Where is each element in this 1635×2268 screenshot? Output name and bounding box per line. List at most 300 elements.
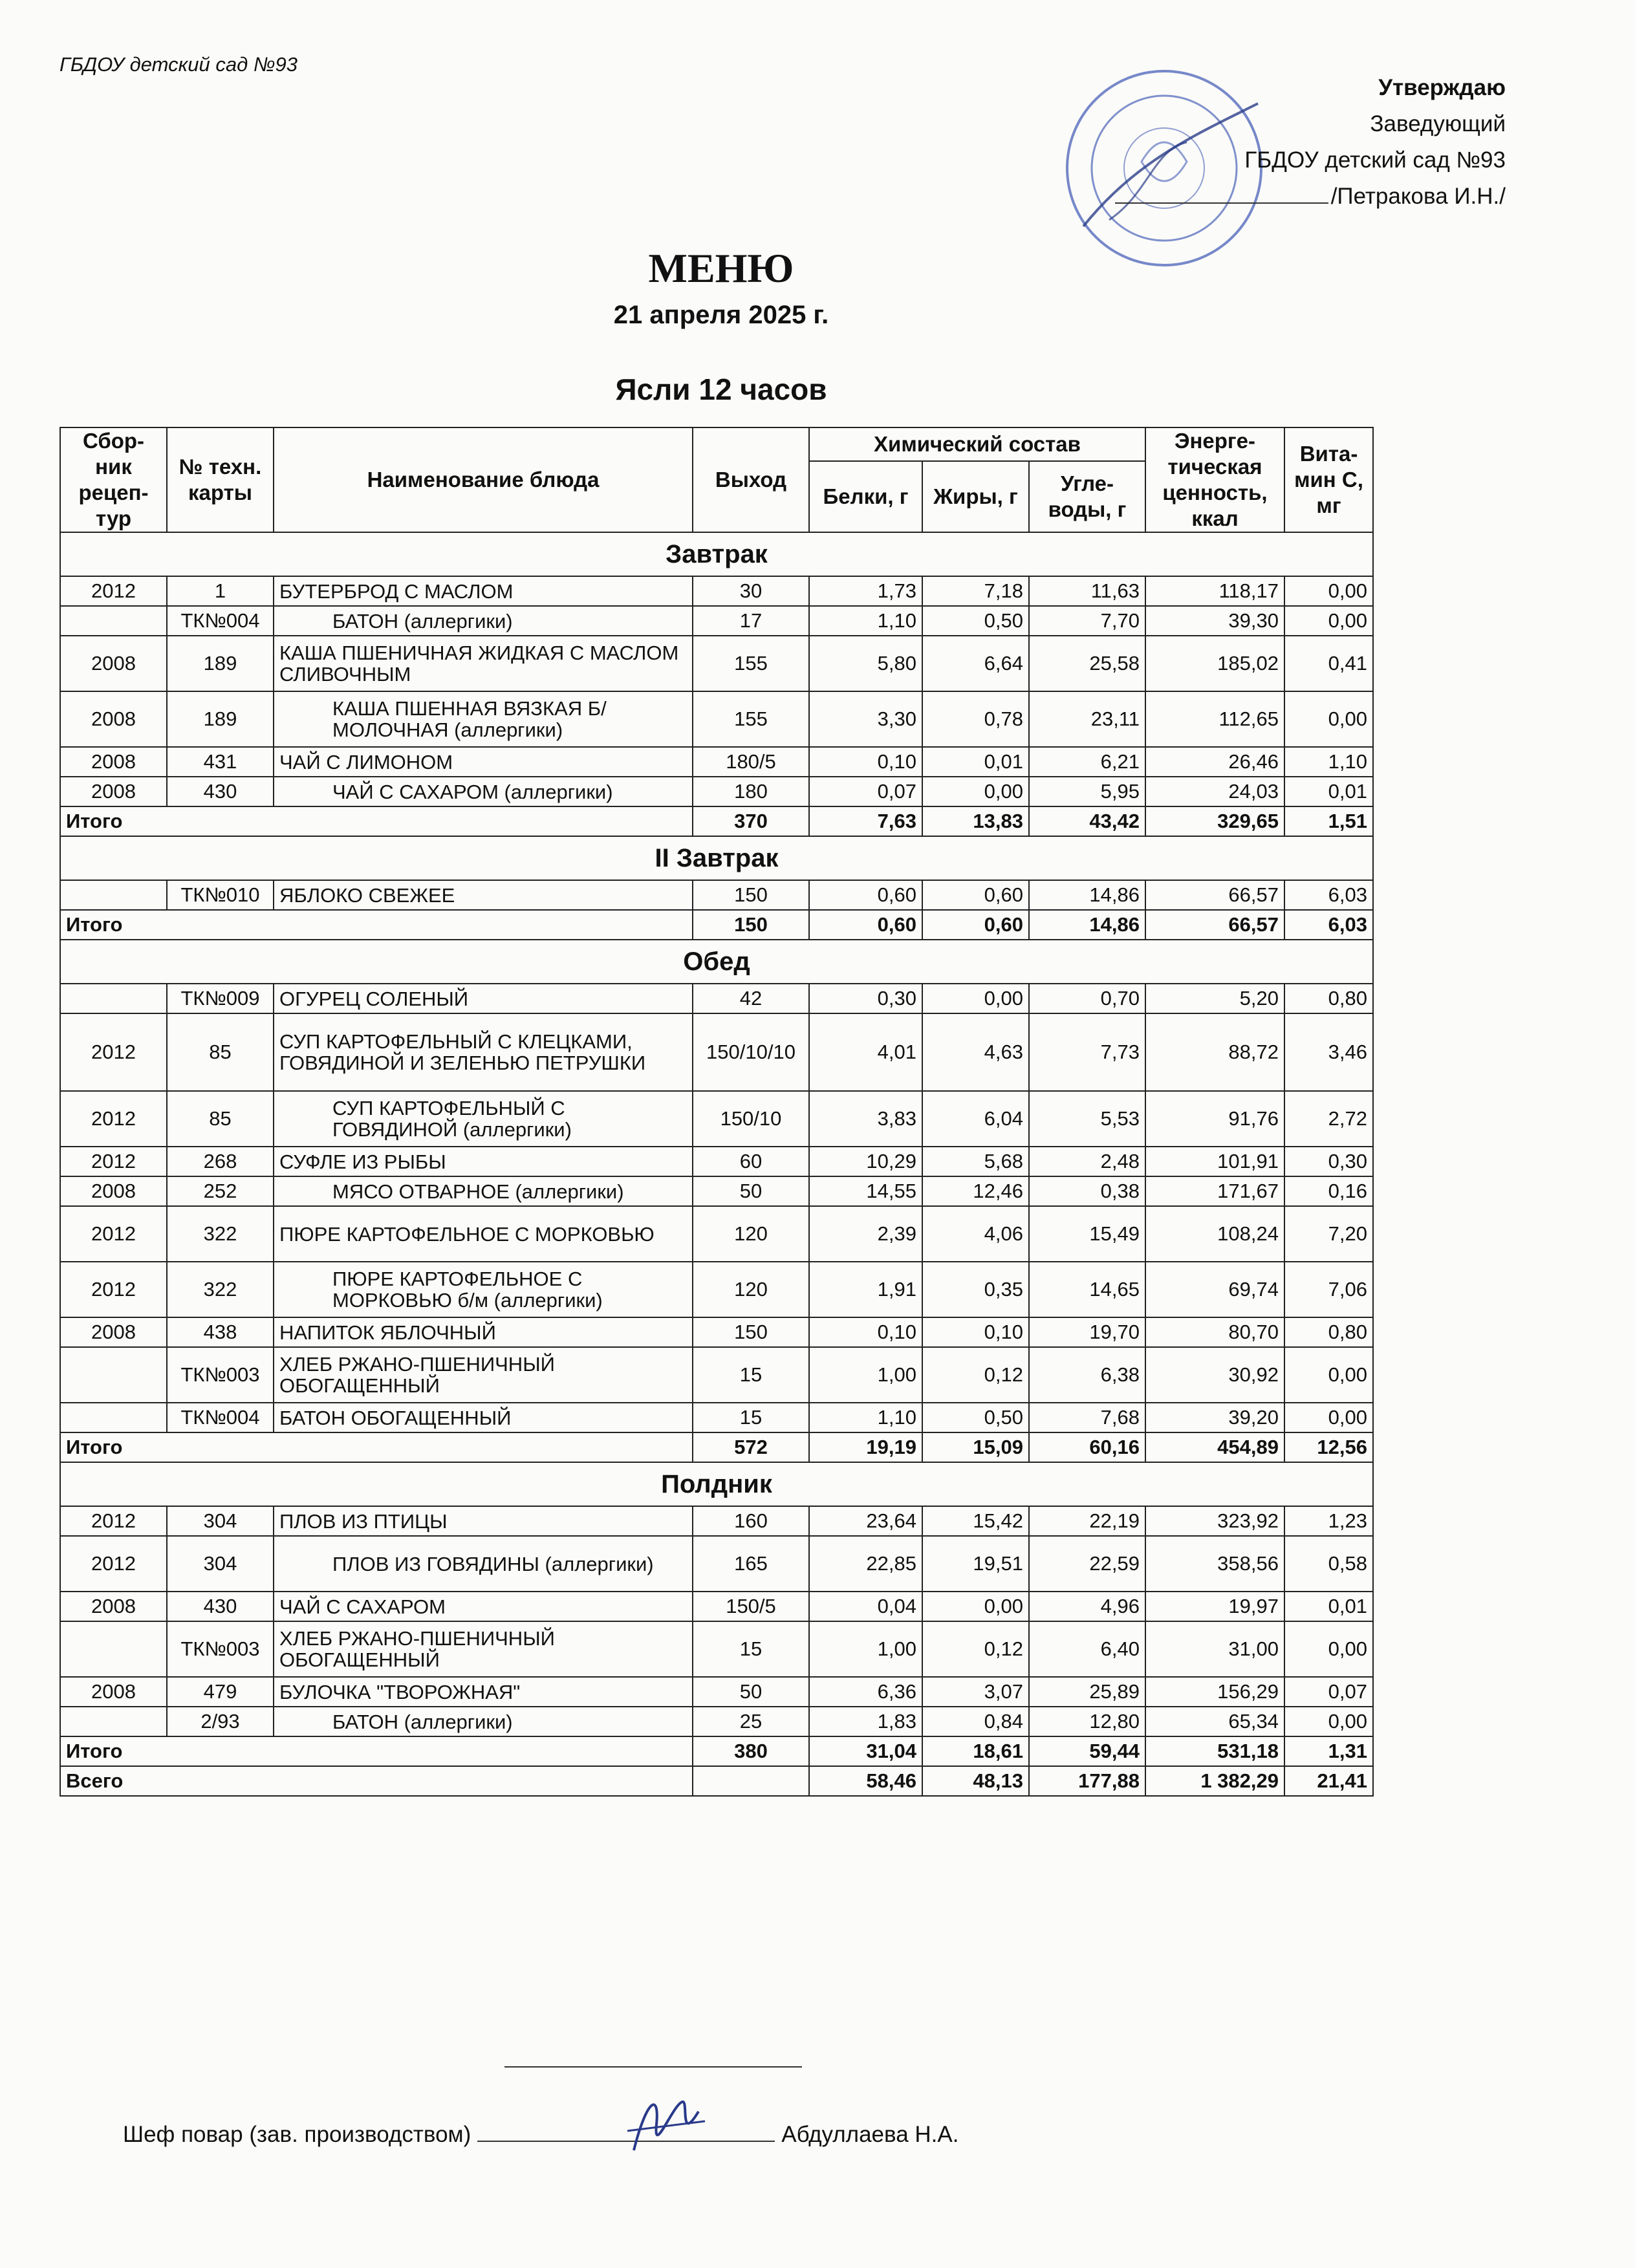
carbs-cell: 0,38 [1029, 1176, 1145, 1206]
tech-card-cell: 430 [167, 777, 274, 806]
fat-cell: 0,00 [922, 984, 1029, 1013]
table-row [60, 1592, 1373, 1621]
tech-card-cell: ТК№003 [167, 1621, 274, 1677]
carbs-cell: 25,89 [1029, 1677, 1145, 1707]
dish-name-cell: НАПИТОК ЯБЛОЧНЫЙ [274, 1317, 693, 1347]
output-cell: 120 [693, 1262, 809, 1317]
protein-cell: 0,60 [809, 880, 922, 910]
chef-name: Абдуллаева Н.А. [781, 2122, 959, 2147]
vitamin-c-cell: 0,00 [1284, 1403, 1373, 1432]
fat-cell: 4,06 [922, 1206, 1029, 1262]
output-cell: 50 [693, 1176, 809, 1206]
menu-title: МЕНЮ [648, 245, 794, 291]
total-value: 1,31 [1284, 1736, 1373, 1766]
sbornik-cell: 2008 [60, 1176, 167, 1206]
tech-card-cell: 1 [167, 576, 274, 606]
total-value: 15,09 [922, 1432, 1029, 1462]
table-row [60, 1536, 1373, 1592]
table-row [60, 1176, 1373, 1206]
tech-card-cell: 189 [167, 691, 274, 747]
fat-cell: 0,60 [922, 880, 1029, 910]
vitamin-c-cell: 7,20 [1284, 1206, 1373, 1262]
vitamin-c-cell: 0,07 [1284, 1677, 1373, 1707]
grand-total-value: 1 382,29 [1145, 1766, 1284, 1796]
output-cell: 155 [693, 691, 809, 747]
total-value: 0,60 [809, 910, 922, 940]
fat-cell: 0,50 [922, 1403, 1029, 1432]
menu-group: Ясли 12 часов [615, 373, 827, 406]
carbs-cell: 25,58 [1029, 636, 1145, 691]
total-row [60, 1432, 1373, 1462]
table-row [60, 576, 1373, 606]
table-row [60, 880, 1373, 910]
grand-total-label: Всего [60, 1766, 693, 1796]
table-row [60, 1707, 1373, 1736]
energy-cell: 24,03 [1145, 777, 1284, 806]
fat-cell: 0,50 [922, 606, 1029, 636]
output-cell: 60 [693, 1147, 809, 1176]
col-sbornik: Сбор-ник рецеп-тур [60, 427, 167, 532]
energy-cell: 26,46 [1145, 747, 1284, 777]
output-cell: 180 [693, 777, 809, 806]
dish-name-cell: ЧАЙ С ЛИМОНОМ [274, 747, 693, 777]
total-value: 7,63 [809, 806, 922, 836]
energy-cell: 5,20 [1145, 984, 1284, 1013]
grand-total-row [60, 1766, 1373, 1796]
output-cell: 180/5 [693, 747, 809, 777]
table-row [60, 1317, 1373, 1347]
section-title: II Завтрак [60, 836, 1373, 880]
carbs-cell: 2,48 [1029, 1147, 1145, 1176]
vitamin-c-cell: 0,00 [1284, 691, 1373, 747]
fat-cell: 12,46 [922, 1176, 1029, 1206]
vitamin-c-cell: 0,00 [1284, 1621, 1373, 1677]
total-row [60, 1736, 1373, 1766]
approval-role: Заведующий [1370, 111, 1506, 136]
dish-name-cell: ОГУРЕЦ СОЛЕНЫЙ [274, 984, 693, 1013]
sbornik-cell: 2012 [60, 1147, 167, 1176]
grand-total-value: 177,88 [1029, 1766, 1145, 1796]
output-cell: 15 [693, 1347, 809, 1403]
table-row [60, 777, 1373, 806]
total-value: 13,83 [922, 806, 1029, 836]
signature-line [1115, 183, 1328, 204]
carbs-cell: 5,95 [1029, 777, 1145, 806]
output-cell: 150 [693, 1317, 809, 1347]
sbornik-cell: 2008 [60, 636, 167, 691]
vitamin-c-cell: 0,00 [1284, 1707, 1373, 1736]
carbs-cell: 7,68 [1029, 1403, 1145, 1432]
carbs-cell: 22,19 [1029, 1506, 1145, 1536]
energy-cell: 80,70 [1145, 1317, 1284, 1347]
protein-cell: 0,04 [809, 1592, 922, 1621]
sbornik-cell: 2008 [60, 1677, 167, 1707]
vitamin-c-cell: 0,00 [1284, 576, 1373, 606]
fat-cell: 0,10 [922, 1317, 1029, 1347]
tech-card-cell: ТК№004 [167, 1403, 274, 1432]
protein-cell: 3,30 [809, 691, 922, 747]
section-title: Обед [60, 940, 1373, 984]
total-value: 531,18 [1145, 1736, 1284, 1766]
total-value: 1,51 [1284, 806, 1373, 836]
col-dish-name: Наименование блюда [274, 427, 693, 532]
sbornik-cell: 2008 [60, 1592, 167, 1621]
energy-cell: 118,17 [1145, 576, 1284, 606]
total-value: 150 [693, 910, 809, 940]
energy-cell: 66,57 [1145, 880, 1284, 910]
protein-cell: 22,85 [809, 1536, 922, 1592]
sbornik-cell [60, 1403, 167, 1432]
vitamin-c-cell: 0,16 [1284, 1176, 1373, 1206]
protein-cell: 5,80 [809, 636, 922, 691]
total-row [60, 910, 1373, 940]
dish-name-cell: СУФЛЕ ИЗ РЫБЫ [274, 1147, 693, 1176]
fat-cell: 0,01 [922, 747, 1029, 777]
sbornik-cell: 2008 [60, 747, 167, 777]
protein-cell: 10,29 [809, 1147, 922, 1176]
total-row [60, 806, 1373, 836]
tech-card-cell: 430 [167, 1592, 274, 1621]
table-row [60, 1403, 1373, 1432]
vitamin-c-cell: 1,10 [1284, 747, 1373, 777]
protein-cell: 6,36 [809, 1677, 922, 1707]
col-chemical: Химический состав [809, 427, 1145, 461]
vitamin-c-cell: 0,41 [1284, 636, 1373, 691]
tech-card-cell: 304 [167, 1536, 274, 1592]
table-row [60, 747, 1373, 777]
energy-cell: 108,24 [1145, 1206, 1284, 1262]
sbornik-cell [60, 1347, 167, 1403]
col-energy: Энерге-тическая ценность, ккал [1145, 427, 1284, 532]
carbs-cell: 14,86 [1029, 880, 1145, 910]
table-row [60, 636, 1373, 691]
table-row [60, 984, 1373, 1013]
fat-cell: 7,18 [922, 576, 1029, 606]
col-fat: Жиры, г [922, 461, 1029, 532]
handwritten-signature [621, 2086, 711, 2163]
energy-cell: 65,34 [1145, 1707, 1284, 1736]
carbs-cell: 19,70 [1029, 1317, 1145, 1347]
dish-name-cell: БАТОН (аллергики) [274, 1707, 693, 1736]
col-output: Выход [693, 427, 809, 532]
tech-card-cell: 479 [167, 1677, 274, 1707]
dish-name-cell: ХЛЕБ РЖАНО-ПШЕНИЧНЫЙ ОБОГАЩЕННЫЙ [274, 1347, 693, 1403]
section-title: Завтрак [60, 532, 1373, 576]
fat-cell: 6,64 [922, 636, 1029, 691]
total-label: Итого [60, 806, 693, 836]
protein-cell: 2,39 [809, 1206, 922, 1262]
carbs-cell: 7,73 [1029, 1013, 1145, 1091]
protein-cell: 0,30 [809, 984, 922, 1013]
fat-cell: 15,42 [922, 1506, 1029, 1536]
fat-cell: 5,68 [922, 1147, 1029, 1176]
vitamin-c-cell: 7,06 [1284, 1262, 1373, 1317]
total-label: Итого [60, 910, 693, 940]
grand-total-value: 21,41 [1284, 1766, 1373, 1796]
output-cell: 150/10/10 [693, 1013, 809, 1091]
fat-cell: 4,63 [922, 1013, 1029, 1091]
menu-date: 21 апреля 2025 г. [613, 301, 829, 329]
protein-cell: 1,83 [809, 1707, 922, 1736]
carbs-cell: 4,96 [1029, 1592, 1145, 1621]
fat-cell: 0,35 [922, 1262, 1029, 1317]
carbs-cell: 6,21 [1029, 747, 1145, 777]
total-value: 31,04 [809, 1736, 922, 1766]
sbornik-cell: 2012 [60, 1091, 167, 1147]
vitamin-c-cell: 3,46 [1284, 1013, 1373, 1091]
output-cell: 42 [693, 984, 809, 1013]
tech-card-cell: 304 [167, 1506, 274, 1536]
table-row [60, 606, 1373, 636]
chef-label: Шеф повар (зав. производством) [123, 2122, 471, 2147]
carbs-cell: 23,11 [1029, 691, 1145, 747]
col-tech-card: № техн. карты [167, 427, 274, 532]
output-cell: 150/10 [693, 1091, 809, 1147]
dish-name-cell: МЯСО ОТВАРНОЕ (аллергики) [274, 1176, 693, 1206]
tech-card-cell: 2/93 [167, 1707, 274, 1736]
table-row [60, 1262, 1373, 1317]
grand-total-value: 58,46 [809, 1766, 922, 1796]
total-value: 66,57 [1145, 910, 1284, 940]
vitamin-c-cell: 0,00 [1284, 1347, 1373, 1403]
tech-card-cell: ТК№009 [167, 984, 274, 1013]
carbs-cell: 15,49 [1029, 1206, 1145, 1262]
dish-name-cell: ПЮРЕ КАРТОФЕЛЬНОЕ С МОРКОВЬЮ б/м (аллергики) [274, 1262, 693, 1317]
table-row [60, 1621, 1373, 1677]
sbornik-cell [60, 984, 167, 1013]
tech-card-cell: 252 [167, 1176, 274, 1206]
tech-card-cell: ТК№010 [167, 880, 274, 910]
protein-cell: 0,07 [809, 777, 922, 806]
sbornik-cell [60, 880, 167, 910]
dish-name-cell: ЯБЛОКО СВЕЖЕЕ [274, 880, 693, 910]
vitamin-c-cell: 0,01 [1284, 1592, 1373, 1621]
menu-table [60, 427, 1374, 1797]
total-value: 572 [693, 1432, 809, 1462]
dish-name-cell: КАША ПШЕНИЧНАЯ ЖИДКАЯ С МАСЛОМ СЛИВОЧНЫМ [274, 636, 693, 691]
chef-signature-block [123, 2121, 958, 2148]
approval-name: /Петракова И.Н./ [1330, 184, 1506, 209]
protein-cell: 1,00 [809, 1347, 922, 1403]
output-cell: 165 [693, 1536, 809, 1592]
sbornik-cell: 2012 [60, 1206, 167, 1262]
tech-card-cell: 189 [167, 636, 274, 691]
approval-title: Утверждаю [1378, 75, 1506, 100]
carbs-cell: 0,70 [1029, 984, 1145, 1013]
sbornik-cell: 2008 [60, 777, 167, 806]
output-cell: 25 [693, 1707, 809, 1736]
output-cell: 150 [693, 880, 809, 910]
protein-cell: 1,00 [809, 1621, 922, 1677]
total-label: Итого [60, 1736, 693, 1766]
sbornik-cell [60, 606, 167, 636]
sbornik-cell: 2012 [60, 1262, 167, 1317]
total-value: 380 [693, 1736, 809, 1766]
approval-org: ГБДОУ детский сад №93 [1244, 147, 1506, 173]
tech-card-cell: 85 [167, 1091, 274, 1147]
output-cell: 160 [693, 1506, 809, 1536]
table-row [60, 1013, 1373, 1091]
vitamin-c-cell: 1,23 [1284, 1506, 1373, 1536]
protein-cell: 4,01 [809, 1013, 922, 1091]
total-value: 43,42 [1029, 806, 1145, 836]
vitamin-c-cell: 0,58 [1284, 1536, 1373, 1592]
output-cell: 15 [693, 1403, 809, 1432]
col-carbs: Угле-воды, г [1029, 461, 1145, 532]
approval-block [1115, 70, 1506, 215]
dish-name-cell: ЧАЙ С САХАРОМ (аллергики) [274, 777, 693, 806]
dish-name-cell: КАША ПШЕННАЯ ВЯЗКАЯ Б/МОЛОЧНАЯ (аллергики) [274, 691, 693, 747]
fat-cell: 0,00 [922, 777, 1029, 806]
total-value: 18,61 [922, 1736, 1029, 1766]
dish-name-cell: БУЛОЧКА "ТВОРОЖНАЯ" [274, 1677, 693, 1707]
total-value: 12,56 [1284, 1432, 1373, 1462]
section-header-row [60, 532, 1373, 576]
carbs-cell: 12,80 [1029, 1707, 1145, 1736]
energy-cell: 39,20 [1145, 1403, 1284, 1432]
energy-cell: 91,76 [1145, 1091, 1284, 1147]
dish-name-cell: СУП КАРТОФЕЛЬНЫЙ С КЛЕЦКАМИ, ГОВЯДИНОЙ И ЗЕЛЕНЬЮ ПЕТРУШКИ [274, 1013, 693, 1091]
sbornik-cell: 2012 [60, 576, 167, 606]
energy-cell: 358,56 [1145, 1536, 1284, 1592]
sbornik-cell: 2012 [60, 1506, 167, 1536]
output-cell: 120 [693, 1206, 809, 1262]
protein-cell: 1,10 [809, 1403, 922, 1432]
fat-cell: 0,00 [922, 1592, 1029, 1621]
fat-cell: 0,78 [922, 691, 1029, 747]
total-value: 0,60 [922, 910, 1029, 940]
dish-name-cell: ПЮРЕ КАРТОФЕЛЬНОЕ С МОРКОВЬЮ [274, 1206, 693, 1262]
energy-cell: 69,74 [1145, 1262, 1284, 1317]
sbornik-cell: 2012 [60, 1536, 167, 1592]
protein-cell: 0,10 [809, 747, 922, 777]
section-header-row [60, 1462, 1373, 1506]
energy-cell: 19,97 [1145, 1592, 1284, 1621]
vitamin-c-cell: 0,01 [1284, 777, 1373, 806]
fat-cell: 3,07 [922, 1677, 1029, 1707]
energy-cell: 101,91 [1145, 1147, 1284, 1176]
fat-cell: 0,12 [922, 1621, 1029, 1677]
energy-cell: 185,02 [1145, 636, 1284, 691]
sbornik-cell: 2008 [60, 1317, 167, 1347]
total-value: 14,86 [1029, 910, 1145, 940]
section-header-row [60, 940, 1373, 984]
output-cell: 50 [693, 1677, 809, 1707]
fat-cell: 0,12 [922, 1347, 1029, 1403]
dish-name-cell: ПЛОВ ИЗ ГОВЯДИНЫ (аллергики) [274, 1536, 693, 1592]
total-value: 19,19 [809, 1432, 922, 1462]
grand-total-value: 48,13 [922, 1766, 1029, 1796]
output-cell: 17 [693, 606, 809, 636]
table-row [60, 1206, 1373, 1262]
protein-cell: 14,55 [809, 1176, 922, 1206]
protein-cell: 1,91 [809, 1262, 922, 1317]
total-label: Итого [60, 1432, 693, 1462]
protein-cell: 3,83 [809, 1091, 922, 1147]
protein-cell: 1,10 [809, 606, 922, 636]
tech-card-cell: ТК№003 [167, 1347, 274, 1403]
tech-card-cell: 322 [167, 1206, 274, 1262]
vitamin-c-cell: 0,80 [1284, 1317, 1373, 1347]
dish-name-cell: ХЛЕБ РЖАНО-ПШЕНИЧНЫЙ ОБОГАЩЕННЫЙ [274, 1621, 693, 1677]
output-cell: 30 [693, 576, 809, 606]
tech-card-cell: 431 [167, 747, 274, 777]
vitamin-c-cell: 0,00 [1284, 606, 1373, 636]
carbs-cell: 6,38 [1029, 1347, 1145, 1403]
sbornik-cell [60, 1621, 167, 1677]
carbs-cell: 22,59 [1029, 1536, 1145, 1592]
dish-name-cell: БУТЕРБРОД С МАСЛОМ [274, 576, 693, 606]
table-row [60, 691, 1373, 747]
sbornik-cell: 2008 [60, 691, 167, 747]
energy-cell: 31,00 [1145, 1621, 1284, 1677]
tech-card-cell: 438 [167, 1317, 274, 1347]
vitamin-c-cell: 0,30 [1284, 1147, 1373, 1176]
total-value: 329,65 [1145, 806, 1284, 836]
tech-card-cell: ТК№004 [167, 606, 274, 636]
col-protein: Белки, г [809, 461, 922, 532]
energy-cell: 88,72 [1145, 1013, 1284, 1091]
dish-name-cell: БАТОН ОБОГАЩЕННЫЙ [274, 1403, 693, 1432]
vitamin-c-cell: 0,80 [1284, 984, 1373, 1013]
separator-line [504, 2066, 802, 2068]
tech-card-cell: 322 [167, 1262, 274, 1317]
carbs-cell: 5,53 [1029, 1091, 1145, 1147]
total-value: 6,03 [1284, 910, 1373, 940]
table-row [60, 1091, 1373, 1147]
carbs-cell: 14,65 [1029, 1262, 1145, 1317]
menu-body [60, 532, 1373, 1796]
sbornik-cell [60, 1707, 167, 1736]
protein-cell: 1,73 [809, 576, 922, 606]
approval-signature [1115, 178, 1506, 215]
tech-card-cell: 268 [167, 1147, 274, 1176]
energy-cell: 112,65 [1145, 691, 1284, 747]
fat-cell: 6,04 [922, 1091, 1029, 1147]
table-row [60, 1506, 1373, 1536]
sbornik-cell: 2012 [60, 1013, 167, 1091]
carbs-cell: 7,70 [1029, 606, 1145, 636]
fat-cell: 0,84 [922, 1707, 1029, 1736]
protein-cell: 0,10 [809, 1317, 922, 1347]
energy-cell: 30,92 [1145, 1347, 1284, 1403]
output-cell: 15 [693, 1621, 809, 1677]
output-cell: 150/5 [693, 1592, 809, 1621]
table-row [60, 1347, 1373, 1403]
vitamin-c-cell: 2,72 [1284, 1091, 1373, 1147]
dish-name-cell: ПЛОВ ИЗ ПТИЦЫ [274, 1506, 693, 1536]
energy-cell: 171,67 [1145, 1176, 1284, 1206]
energy-cell: 323,92 [1145, 1506, 1284, 1536]
energy-cell: 39,30 [1145, 606, 1284, 636]
total-value: 454,89 [1145, 1432, 1284, 1462]
total-value: 59,44 [1029, 1736, 1145, 1766]
dish-name-cell: ЧАЙ С САХАРОМ [274, 1592, 693, 1621]
energy-cell: 156,29 [1145, 1677, 1284, 1707]
grand-total-value [693, 1766, 809, 1796]
carbs-cell: 6,40 [1029, 1621, 1145, 1677]
fat-cell: 19,51 [922, 1536, 1029, 1592]
table-row [60, 1677, 1373, 1707]
vitamin-c-cell: 6,03 [1284, 880, 1373, 910]
dish-name-cell: СУП КАРТОФЕЛЬНЫЙ С ГОВЯДИНОЙ (аллергики) [274, 1091, 693, 1147]
tech-card-cell: 85 [167, 1013, 274, 1091]
dish-name-cell: БАТОН (аллергики) [274, 606, 693, 636]
section-header-row [60, 836, 1373, 880]
table-row [60, 1147, 1373, 1176]
organization-name: ГБДОУ детский сад №93 [60, 53, 298, 76]
output-cell: 155 [693, 636, 809, 691]
